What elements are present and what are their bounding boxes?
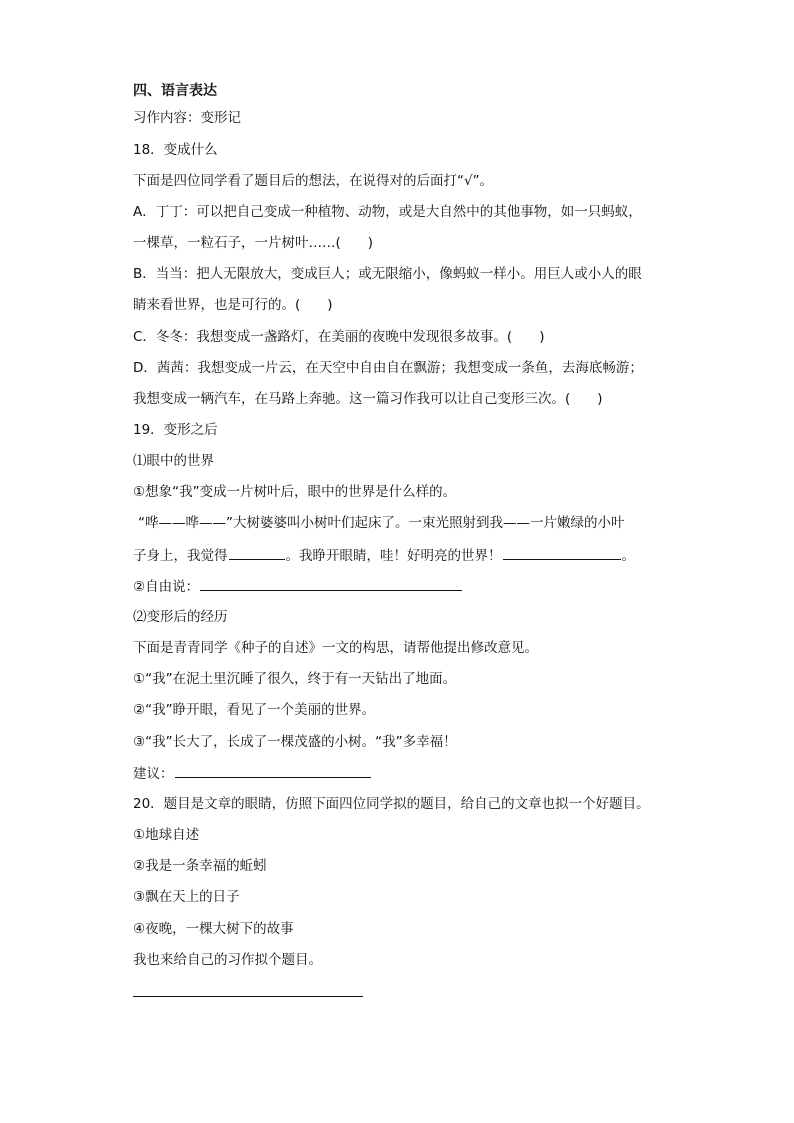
q18-option-b-line2[interactable]: 睛来看世界，也是可行的。( ) [133, 297, 333, 313]
q19-sub2: ⑵变形后的经历 [133, 609, 228, 625]
q19-item1: ①想象“我”变成一片树叶后，眼中的世界是什么样的。 [133, 484, 457, 500]
q19-passage-line1: “哗——哗——”大树婆婆叫小树叶们起床了。一束光照射到我——一片嫩绿的小叶 [138, 515, 625, 531]
q18-title: 18．变成什么 [133, 142, 218, 158]
section-heading: 四、语言表达 [133, 83, 217, 99]
q20-title-2: ②我是一条幸福的蚯蚓 [133, 858, 267, 874]
q19-step1: ①“我”在泥土里沉睡了很久，终于有一天钻出了地面。 [133, 671, 457, 687]
q20-title-4: ④夜晚，一棵大树下的故事 [133, 921, 294, 937]
suggestion-label: 建议： [133, 766, 174, 782]
q18-option-d-line2[interactable]: 我想变成一辆汽车，在马路上奔驰。这一篇习作我可以让自己变形三次。( ) [133, 391, 603, 407]
q20-title-3: ③飘在天上的日子 [133, 889, 240, 905]
q18-option-a-line1: A．丁丁：可以把自己变成一种植物、动物，或是大自然中的其他事物，如一只蚂蚁， [133, 204, 642, 220]
q20-prompt: 我也来给自己的习作拟个题目。 [133, 952, 322, 968]
q18-instruction: 下面是四位同学看了题目后的想法，在说得对的后面打“√”。 [133, 173, 494, 189]
q19-passage-line2 [133, 545, 635, 566]
q20-title: 20．题目是文章的眼睛，仿照下面四位同学拟的题目，给自己的文章也拟一个好题目。 [133, 796, 650, 812]
q20-title-1: ①地球自述 [133, 827, 200, 843]
passage-text: 子身上，我觉得 [133, 548, 228, 564]
q19-title: 19．变形之后 [133, 422, 218, 438]
q18-option-c[interactable]: C．冬冬：我想变成一盏路灯，在美丽的夜晚中发现很多故事。( ) [133, 329, 545, 345]
world-description-blank[interactable] [503, 545, 621, 560]
item-label: ②自由说： [133, 579, 200, 595]
q19-step3: ③“我”长大了，长成了一棵茂盛的小树。“我”多幸福！ [133, 734, 457, 750]
q19-step2: ②“我”睁开眼，看见了一个美丽的世界。 [133, 702, 376, 718]
q19-sub1: ⑴眼中的世界 [133, 453, 214, 469]
feeling-blank[interactable] [229, 545, 285, 560]
q19-suggestion [133, 763, 372, 784]
q18-option-b-line1: B．当当：把人无限放大，变成巨人；或无限缩小，像蚂蚁一样小。用巨人或小人的眼 [133, 266, 642, 282]
q18-option-d-line1: D．茜茜：我想变成一片云，在天空中自由自在飘游；我想变成一条鱼，去海底畅游； [133, 360, 643, 376]
passage-text: 。我睁开眼睛，哇！好明亮的世界！ [285, 548, 502, 564]
q18-option-a-line2[interactable]: 一棵草，一粒石子，一片树叶……( ) [133, 235, 374, 251]
q19-intro: 下面是青青同学《种子的自述》一文的构思，请帮他提出修改意见。 [133, 640, 538, 656]
free-talk-blank[interactable] [200, 576, 462, 591]
passage-text: 。 [621, 548, 635, 564]
q19-item2 [133, 576, 463, 597]
suggestion-blank[interactable] [175, 763, 371, 778]
own-title-answer-line[interactable] [133, 996, 363, 997]
writing-topic: 习作内容：变形记 [133, 110, 241, 126]
